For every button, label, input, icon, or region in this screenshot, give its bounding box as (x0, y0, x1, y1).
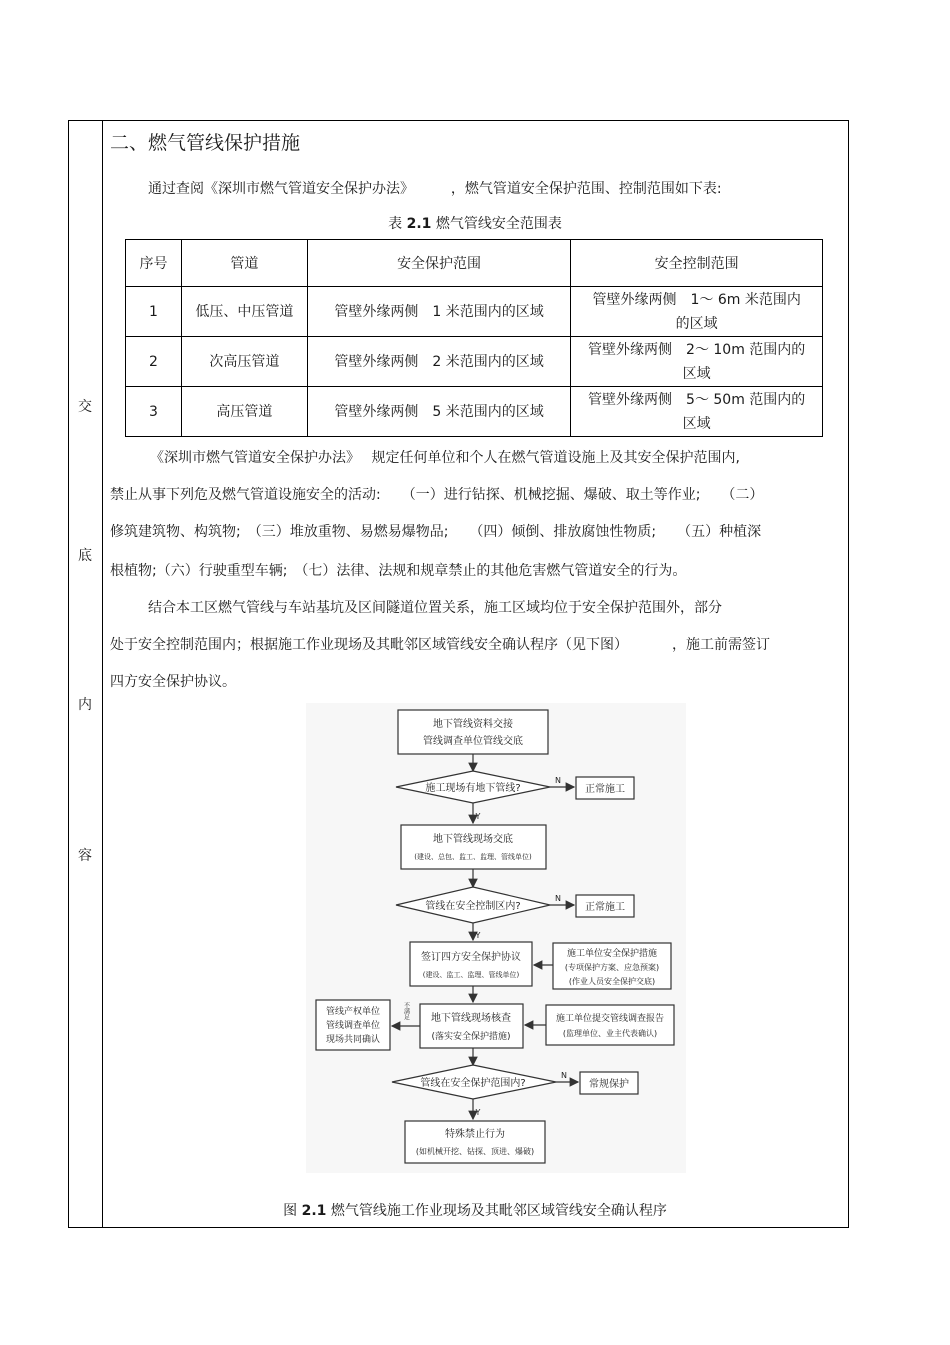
forbid-box (405, 1121, 545, 1163)
onsite-text-2: (建设、总包、监工、监理、管线单位) (414, 853, 532, 861)
sign-text-1: 签订四方安全保护协议 (421, 952, 521, 963)
owner-text-2: 管线调查单位 (325, 1021, 381, 1031)
measures-text-3: (作业人员安全保护交底) (568, 977, 656, 986)
header-cell: 安全保护范围 (307, 240, 571, 287)
safety-range-table (125, 239, 823, 437)
intro-paragraph (148, 178, 722, 198)
intro-part1: 通过查阅《深圳市燃气管道安全保护办法》 (148, 181, 414, 197)
header-cell: 安全控制范围 (571, 240, 823, 287)
figure-caption-number: 2.1 (301, 1203, 327, 1219)
q1-text: 施工现场有地下管线? (425, 783, 521, 794)
work-area-line-part1: 处于安全控制范围内；根据施工作业现场及其毗邻区域管线安全确认程序（见下图） (110, 637, 628, 653)
intro-part2: ，燃气管道安全保护范围、控制范围如下表: (450, 181, 722, 197)
forbid-text-1: 特殊禁止行为 (445, 1129, 505, 1140)
header-cell: 管道 (181, 240, 307, 287)
start-text-1: 地下管线资料交接 (433, 719, 513, 730)
table-caption (0, 213, 950, 233)
routine-text: 常规保护 (589, 1079, 629, 1090)
forbid-text-2: (如机械开挖、钻探、顶进、爆破) (415, 1147, 535, 1156)
no-label: N (561, 1071, 567, 1080)
pipe-type: 高压管道 (181, 387, 307, 437)
row-number: 2 (126, 337, 182, 387)
report-box (546, 1005, 674, 1045)
table-caption-text: 燃气管线安全范围表 (435, 216, 562, 232)
yes-label: Y (475, 812, 481, 821)
protect-range: 管壁外缘两侧 5 米范围内的区域 (307, 387, 571, 437)
frame-left-border (68, 120, 69, 1227)
row-number: 3 (126, 387, 182, 437)
column-divider (102, 120, 103, 1227)
sign-text-2: (建设、监工、监理、管线单位) (422, 971, 520, 979)
work-area-line: 四方安全保护协议。 (110, 674, 236, 690)
owner-text-3: 现场共同确认 (325, 1035, 381, 1045)
table-row (126, 387, 823, 437)
regulation-line: 禁止从事下列危及燃气管道设施安全的活动: （一）进行钻探、机械挖掘、爆破、取土等作业; （二） (110, 487, 764, 503)
control-range (571, 337, 823, 387)
side-label-char: 底 (78, 548, 92, 564)
pipe-type: 次高压管道 (181, 337, 307, 387)
control-range-line1: 管壁外缘两侧 2～ 10m 范围内的 (588, 341, 806, 358)
table-row (126, 287, 823, 337)
work-area-line-part2: ，施工前需签订 (672, 637, 770, 653)
yes-label: Y (475, 1108, 481, 1117)
regulation-line: 修筑建筑物、构筑物; （三）堆放重物、易燃易爆物品; （四）倾倒、排放腐蚀性物质; （五）种植深 (110, 524, 762, 540)
figure-caption-prefix: 图 (283, 1203, 298, 1219)
control-range-line2: 的区域 (675, 315, 718, 332)
side-label-char: 容 (78, 848, 92, 864)
flowchart (306, 703, 686, 1173)
onsite-box (401, 825, 546, 869)
control-range-line2: 区域 (682, 415, 711, 432)
figure-caption-text: 燃气管线施工作业现场及其毗邻区域管线安全确认程序 (330, 1203, 667, 1219)
normal-text: 正常施工 (585, 784, 625, 795)
control-range-line1: 管壁外缘两侧 1～ 6m 米范围内 (592, 291, 801, 308)
verify-text-2: (落实安全保护措施) (431, 1032, 511, 1042)
protect-range: 管壁外缘两侧 1 米范围内的区域 (307, 287, 571, 337)
no-label: N (555, 776, 561, 785)
section-heading: 二、燃气管线保护措施 (110, 132, 301, 154)
report-text-2: (监理单位、业主代表确认) (562, 1029, 658, 1038)
work-area-line (110, 634, 770, 654)
control-range-line1: 管壁外缘两侧 5～ 50m 范围内的 (588, 391, 806, 408)
side-label-char: 交 (78, 399, 92, 415)
report-text-1: 施工单位提交管线调查报告 (555, 1014, 665, 1024)
row-number: 1 (126, 287, 182, 337)
regulation-line: 根植物;（六）行驶重型车辆; （七）法律、法规和规章禁止的其他危害燃气管道安全的行为。 (110, 563, 687, 579)
table-caption-prefix: 表 (388, 216, 403, 232)
start-text-2: 管线调查单位管线交底 (423, 736, 523, 747)
pipe-type: 低压、中压管道 (181, 287, 307, 337)
regulation-line: 《深圳市燃气管道安全保护办法》 规定任何单位和个人在燃气管道设施上及其安全保护范围内, (150, 450, 740, 466)
control-range (571, 387, 823, 437)
yes-label: Y (475, 931, 481, 940)
owner-text-1: 管线产权单位 (325, 1007, 381, 1017)
table-caption-number: 2.1 (406, 216, 432, 232)
q3-text: 管线在安全保护范围内? (420, 1078, 526, 1089)
q2-text: 管线在安全控制区内? (425, 901, 521, 912)
measures-text-1: 施工单位安全保护措施 (566, 949, 658, 959)
control-range (571, 287, 823, 337)
table-header-row (126, 240, 823, 287)
onsite-text-1: 地下管线现场交底 (433, 834, 513, 845)
figure-caption (0, 1200, 950, 1220)
protect-range: 管壁外缘两侧 2 米范围内的区域 (307, 337, 571, 387)
start-box (398, 710, 548, 754)
header-cell: 序号 (126, 240, 182, 287)
verify-text-1: 地下管线现场核查 (431, 1013, 511, 1024)
work-area-line: 结合本工区燃气管线与车站基坑及区间隧道位置关系，施工区域均位于安全保护范围外，部分 (148, 600, 722, 616)
side-label-char: 内 (78, 697, 92, 713)
table-row (126, 337, 823, 387)
sign-box (410, 942, 532, 986)
measures-text-2: (专项保护方案、应急预案) (564, 963, 660, 972)
side-note-text: 不满足 (402, 1002, 410, 1020)
control-range-line2: 区域 (682, 365, 711, 382)
normal-text: 正常施工 (585, 902, 625, 913)
no-label: N (555, 894, 561, 903)
